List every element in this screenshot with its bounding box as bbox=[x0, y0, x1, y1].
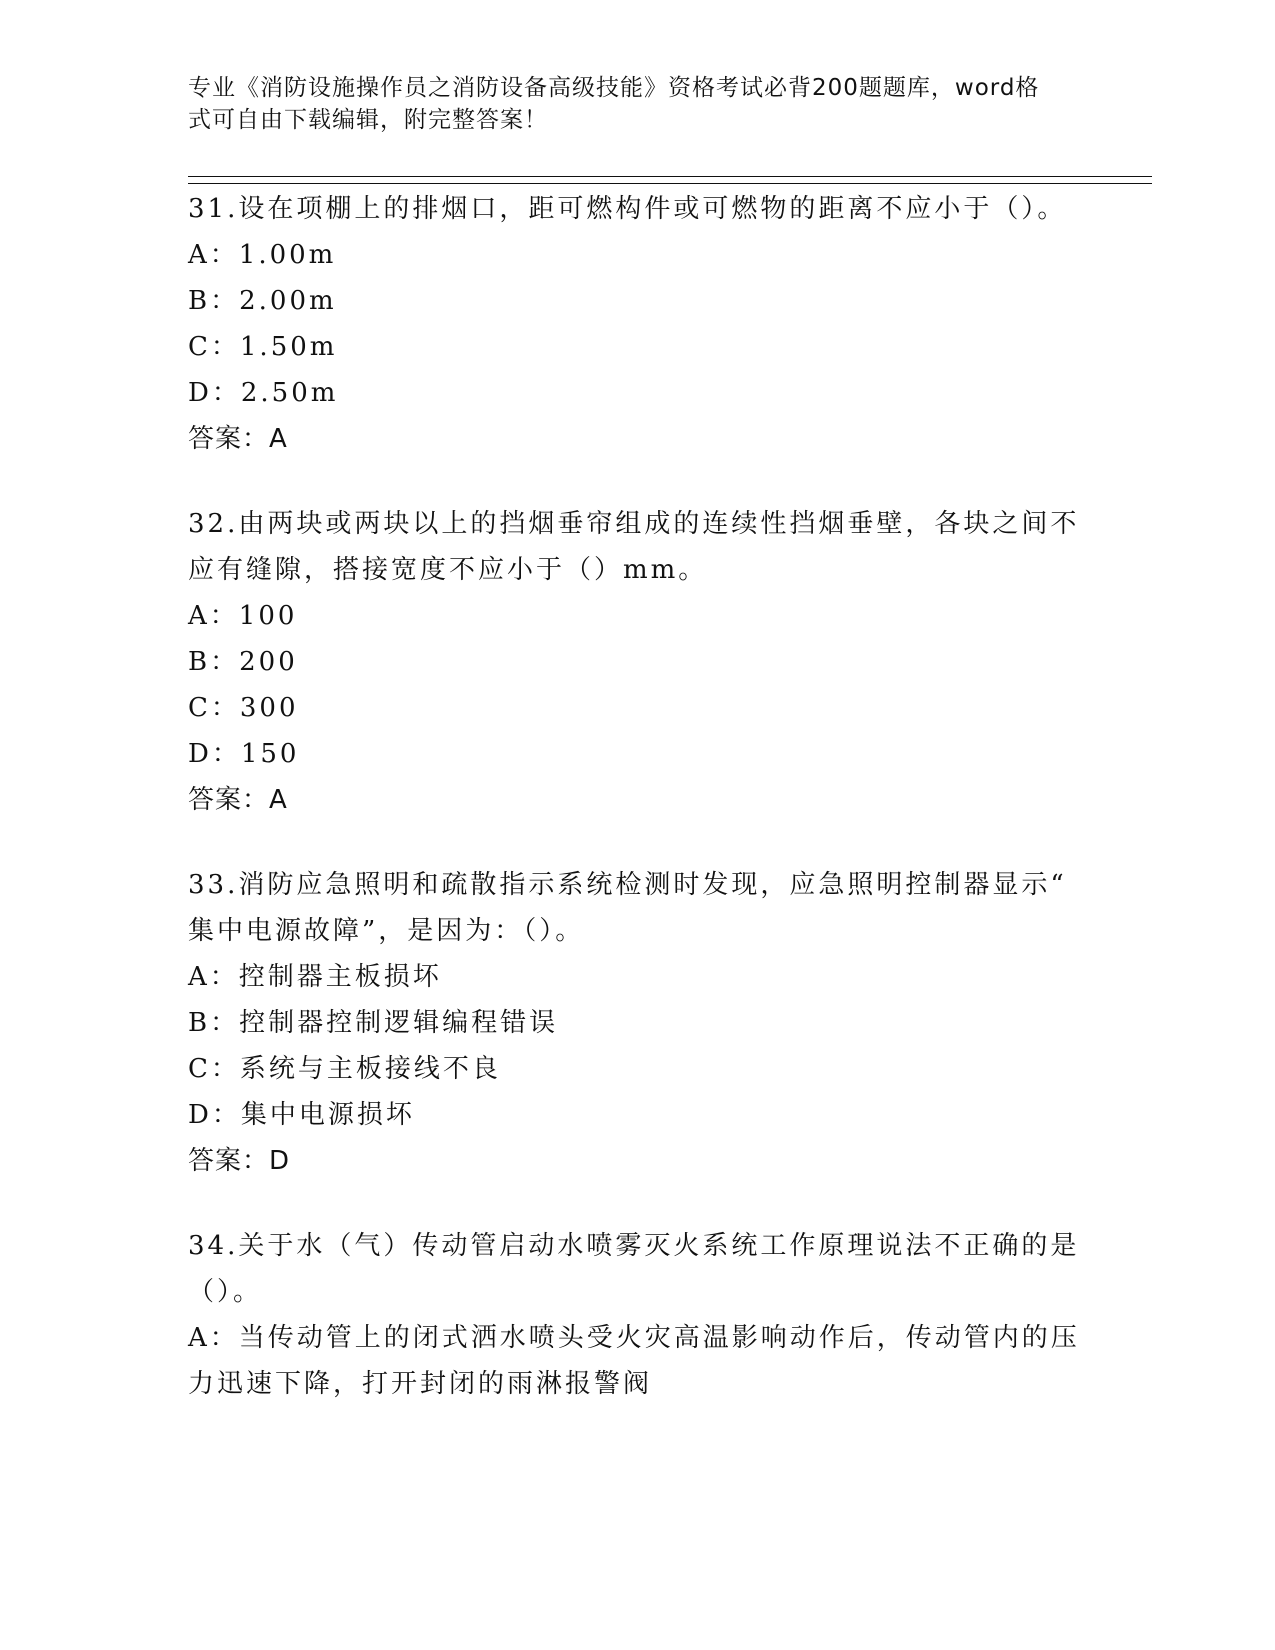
option-b: B：200 bbox=[188, 647, 298, 677]
question-stem-line-2: 应有缝隙，搭接宽度不应小于（）mm。 bbox=[188, 555, 708, 585]
answer: 答案：A bbox=[188, 785, 288, 815]
question-list bbox=[188, 186, 1078, 1407]
question-stem: 31.设在项棚上的排烟口，距可燃构件或可燃物的距离不应小于（）。 bbox=[188, 194, 1067, 224]
option-c: C：300 bbox=[188, 693, 299, 723]
option-d: D：2.50m bbox=[188, 378, 339, 408]
header-line-1: 专业《消防设施操作员之消防设备高级技能》资格考试必背200题题库，word格 bbox=[188, 75, 1040, 101]
answer: 答案：A bbox=[188, 424, 288, 454]
question-32 bbox=[188, 501, 1078, 823]
document-header bbox=[188, 72, 1078, 136]
answer: 答案：D bbox=[188, 1146, 291, 1176]
option-a: A：1.00m bbox=[188, 240, 337, 270]
question-33 bbox=[188, 862, 1078, 1184]
header-rule-bottom bbox=[188, 183, 1152, 184]
option-a-line-1: A：当传动管上的闭式洒水喷头受火灾高温影响动作后，传动管内的压 bbox=[188, 1323, 1080, 1353]
header-rule-top bbox=[188, 176, 1152, 177]
question-stem-line-2: （）。 bbox=[188, 1277, 263, 1307]
question-34 bbox=[188, 1223, 1078, 1407]
option-a: A：100 bbox=[188, 601, 298, 631]
question-stem-line-1: 32.由两块或两块以上的挡烟垂帘组成的连续性挡烟垂壁，各块之间不 bbox=[188, 509, 1080, 539]
header-line-2: 式可自由下载编辑，附完整答案！ bbox=[188, 107, 548, 133]
question-stem-line-1: 34.关于水（气）传动管启动水喷雾灭火系统工作原理说法不正确的是 bbox=[188, 1231, 1080, 1261]
option-a: A：控制器主板损坏 bbox=[188, 962, 442, 992]
option-d: D：集中电源损坏 bbox=[188, 1100, 415, 1130]
option-c: C：1.50m bbox=[188, 332, 338, 362]
option-b: B：控制器控制逻辑编程错误 bbox=[188, 1008, 559, 1038]
option-a-line-2: 力迅速下降，打开封闭的雨淋报警阀 bbox=[188, 1369, 653, 1399]
question-stem-line-1: 33.消防应急照明和疏散指示系统检测时发现，应急照明控制器显示“ bbox=[188, 870, 1067, 900]
option-d: D：150 bbox=[188, 739, 300, 769]
option-c: C：系统与主板接线不良 bbox=[188, 1054, 501, 1084]
option-b: B：2.00m bbox=[188, 286, 337, 316]
question-stem-line-2: 集中电源故障”，是因为：（）。 bbox=[188, 916, 585, 946]
question-31 bbox=[188, 186, 1078, 462]
